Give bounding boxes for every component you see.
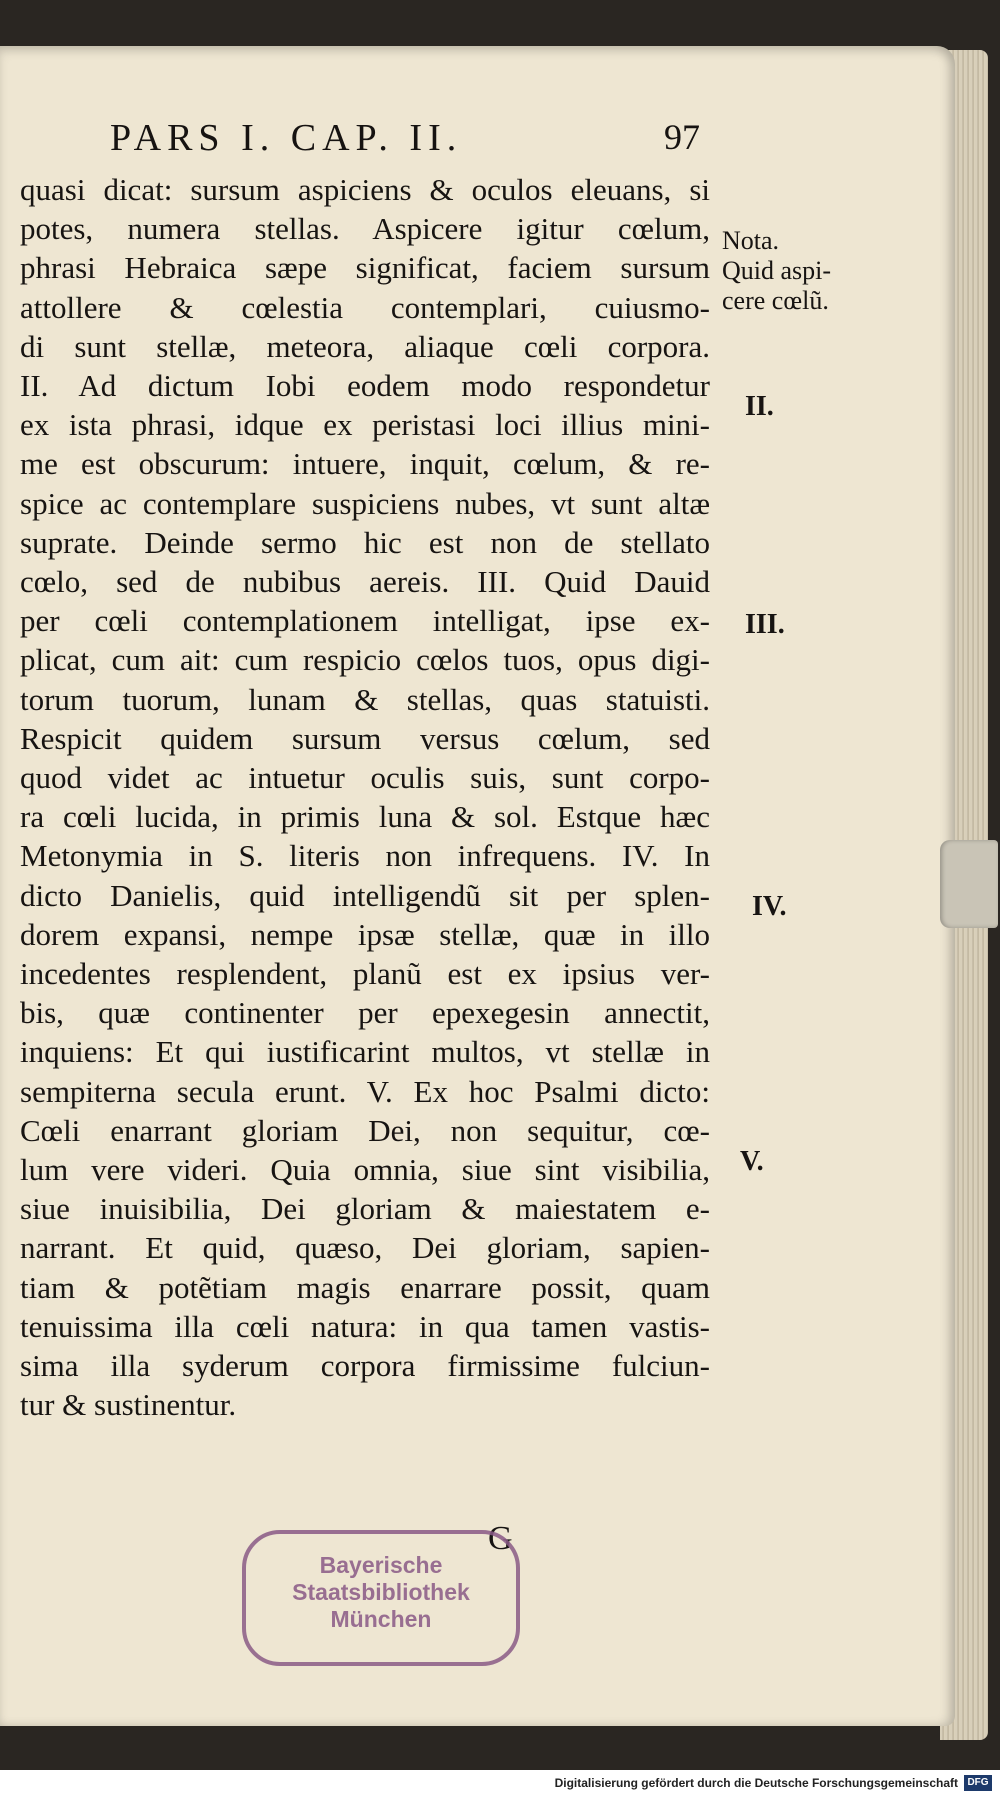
stamp-line: Bayerische	[319, 1552, 443, 1578]
page-number: 97	[664, 117, 700, 157]
text-line: plicat, cum ait: cum respicio cœlos tuos, opus digi-	[20, 642, 710, 678]
margin-numeral: III.	[745, 609, 785, 640]
text-line: tenuissima illa cœli natura: in qua tamen vastis-	[20, 1308, 710, 1344]
text-line: inquiens: Et qui iustificarint multos, vt stellæ in	[20, 1034, 710, 1070]
text-line: dicto Danielis, quid intelligendũ sit per splen-	[20, 877, 710, 913]
signature-mark: G	[488, 1520, 513, 1557]
stamp-line: Staatsbibliothek	[292, 1579, 470, 1605]
text-line: sempiterna secula erunt. V. Ex hoc Psalmi dicto:	[20, 1073, 710, 1109]
body-text	[20, 170, 710, 1425]
dfg-logo: DFG	[964, 1775, 992, 1791]
text-line: phrasi Hebraica sæpe significat, faciem sursum	[20, 250, 710, 286]
text-line: quasi dicat: sursum aspiciens & oculos eleuans, si	[20, 172, 710, 207]
text-line: me est obscurum: intuere, inquit, cœlum, & re-	[20, 446, 710, 482]
stamp-line: München	[330, 1606, 432, 1632]
margin-note-line: cere cœlũ.	[722, 286, 829, 315]
margin-note	[722, 226, 852, 316]
text-line: tiam & potẽtiam magis enarrare possit, quam	[20, 1269, 710, 1305]
running-header	[110, 116, 700, 164]
running-title: PARS I. CAP. II.	[110, 117, 463, 159]
text-line: cœlo, sed de nubibus aereis. III. Quid Dauid	[20, 564, 710, 600]
margin-note-line: Nota.	[722, 226, 780, 255]
digitization-footer	[0, 1770, 1000, 1799]
text-line: ra cœli lucida, in primis luna & sol. Estque hæc	[20, 799, 710, 835]
text-line: lum vere videri. Quia omnia, siue sint visibilia,	[20, 1152, 710, 1188]
text-line: Respicit quidem sursum versus cœlum, sed	[20, 720, 710, 756]
text-line: incedentes resplendent, planũ est ex ipsius ver-	[20, 956, 710, 992]
book-tab-marker	[940, 840, 998, 928]
text-line: quod videt ac intuetur oculis suis, sunt corpo-	[20, 760, 710, 796]
text-line: dorem expansi, nempe ipsæ stellæ, quæ in illo	[20, 916, 710, 952]
margin-numeral: II.	[745, 391, 774, 422]
text-line: potes, numera stellas. Aspicere igitur cœlum,	[20, 211, 710, 247]
text-line: suprate. Deinde sermo hic est non de stellato	[20, 524, 710, 560]
text-line: Metonymia in S. literis non infrequens. IV. In	[20, 838, 710, 874]
footer-credit: Digitalisierung gefördert durch die Deutsche Forschungsgemeinschaft	[554, 1776, 958, 1790]
margin-numeral: IV.	[752, 891, 787, 922]
library-stamp	[242, 1530, 520, 1666]
margin-note-line: Quid aspi-	[722, 256, 832, 285]
text-line: sima illa syderum corpora firmissime fulciun-	[20, 1348, 710, 1384]
text-line: narrant. Et quid, quæso, Dei gloriam, sapien-	[20, 1230, 710, 1266]
text-line: per cœli contemplationem intelligat, ipse ex-	[20, 603, 710, 639]
text-line: di sunt stellæ, meteora, aliaque cœli corpora.	[20, 328, 710, 364]
margin-numeral: V.	[740, 1146, 764, 1177]
text-line: II. Ad dictum Iobi eodem modo respondetur	[20, 368, 710, 404]
text-line: torum tuorum, lunam & stellas, quas statuisti.	[20, 681, 710, 717]
text-line: Cœli enarrant gloriam Dei, non sequitur, cœ-	[20, 1112, 710, 1148]
text-line: bis, quæ continenter per epexegesin annectit,	[20, 995, 710, 1031]
text-line: spice ac contemplare suspiciens nubes, vt sunt altæ	[20, 485, 710, 521]
text-line: siue inuisibilia, Dei gloriam & maiestatem e-	[20, 1191, 710, 1227]
text-line: ex ista phrasi, idque ex peristasi loci illius mini-	[20, 407, 710, 443]
text-line: attollere & cœlestia contemplari, cuiusmo-	[20, 289, 710, 325]
text-line: tur & sustinentur.	[20, 1387, 237, 1423]
